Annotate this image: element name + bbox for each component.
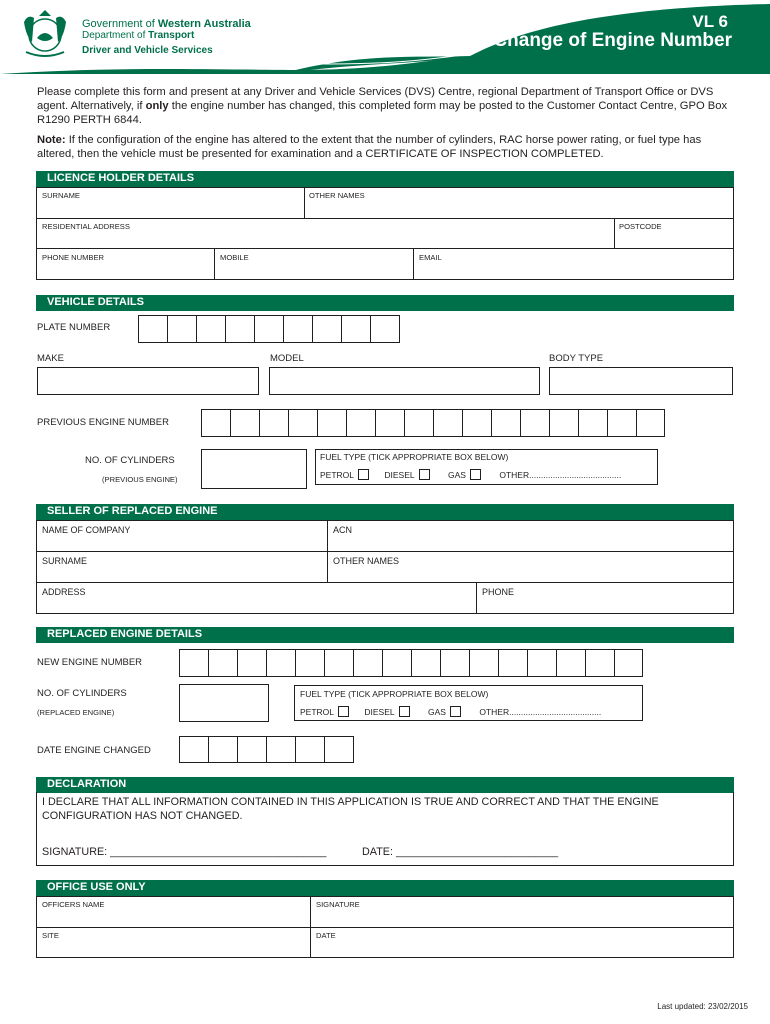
surname-field[interactable] (37, 188, 305, 218)
model-input[interactable] (269, 367, 540, 395)
licence-row-contact (36, 248, 734, 280)
cylinders-replaced-label: NO. OF CYLINDERS (37, 688, 127, 699)
date-line[interactable]: DATE: ___________________________ (362, 846, 559, 858)
licence-row-address (36, 218, 734, 249)
body-type-input[interactable] (549, 367, 733, 395)
phone-number-field[interactable] (37, 249, 215, 279)
seller-surname-label: SURNAME (42, 556, 88, 566)
licence-row-names (36, 187, 734, 219)
last-updated: Last updated: 23/02/2015 (657, 1002, 748, 1011)
petrol-checkbox[interactable] (338, 706, 349, 717)
other-names-field[interactable] (305, 188, 733, 218)
residential-address-field[interactable] (37, 219, 615, 248)
body-type-label: BODY TYPE (549, 353, 604, 364)
diesel-label: DIESEL (364, 707, 395, 717)
fuel-type-previous-title: FUEL TYPE (TICK APPROPRIATE BOX BELOW) (320, 452, 509, 462)
postcode-label: POSTCODE (619, 222, 662, 231)
company-name-field[interactable] (37, 521, 328, 551)
signature-line[interactable]: SIGNATURE: ____________________________________ (42, 846, 327, 858)
previous-engine-number-input[interactable] (201, 409, 665, 437)
officers-name-label: OFFICERS NAME (42, 900, 105, 909)
section-vehicle-details: VEHICLE DETAILS (36, 295, 734, 311)
other-fuel-label[interactable]: OTHER....................................... (499, 470, 622, 480)
declaration-text: I DECLARE THAT ALL INFORMATION CONTAINED IN THIS APPLICATION IS TRUE AND CORRECT AND THAT THE ENGINE CONFIGURATION HAS NOT CHANGED. (42, 796, 659, 822)
intro-paragraph: Please complete this form and present at any Driver and Vehicle Services (DVS) Centre, regional Department of Transport Office or DVS agent. Alternatively, if only the engine number has changed, this completed form may be posted to the Customer Contact Centre, GPO Box R1290 PERTH 6844. (37, 86, 728, 127)
gas-label: GAS (428, 707, 446, 717)
fuel-type-previous-options (320, 469, 621, 480)
wa-crest-logo (18, 8, 72, 58)
plate-number-input[interactable] (138, 315, 400, 343)
email-label: EMAIL (419, 253, 442, 262)
seller-phone-field[interactable] (477, 583, 733, 613)
section-licence-holder: LICENCE HOLDER DETAILS (36, 171, 734, 187)
new-engine-number-label: NEW ENGINE NUMBER (37, 657, 143, 668)
seller-row-address (36, 582, 734, 614)
form-title: Change of Engine Number (493, 30, 732, 51)
petrol-label: PETROL (320, 470, 355, 480)
office-signature-field[interactable] (311, 897, 733, 927)
phone-number-label: PHONE NUMBER (42, 253, 105, 262)
gov-line2: Department of Transport (82, 30, 195, 41)
diesel-checkbox[interactable] (399, 706, 410, 717)
gov-line1: Government of Western Australia (82, 18, 251, 30)
seller-surname-field[interactable] (37, 552, 328, 582)
previous-engine-number-label: PREVIOUS ENGINE NUMBER (37, 417, 169, 428)
mobile-label: MOBILE (220, 253, 249, 262)
plate-number-label: PLATE NUMBER (37, 322, 111, 333)
diesel-label: DIESEL (384, 470, 415, 480)
mobile-field[interactable] (215, 249, 414, 279)
seller-row-names (36, 551, 734, 583)
cylinders-replaced-input[interactable] (179, 684, 269, 722)
company-name-label: NAME OF COMPANY (42, 525, 131, 535)
cylinders-previous-input[interactable] (201, 449, 307, 489)
acn-label: ACN (333, 525, 353, 535)
section-replaced-engine: REPLACED ENGINE DETAILS (36, 627, 734, 643)
petrol-checkbox[interactable] (358, 469, 369, 480)
make-input[interactable] (37, 367, 259, 395)
fuel-type-replaced-options (300, 706, 601, 717)
seller-phone-label: PHONE (482, 587, 515, 597)
model-label: MODEL (270, 353, 304, 364)
seller-row-company (36, 520, 734, 552)
seller-other-names-label: OTHER NAMES (333, 556, 400, 566)
postcode-field[interactable] (615, 219, 733, 248)
gas-checkbox[interactable] (450, 706, 461, 717)
acn-field[interactable] (328, 521, 733, 551)
note-paragraph: Note: If the configuration of the engine has altered to the extent that the number of cylinders, RAC horse power rating, or fuel type has altered, then the vehicle must be presented for examination and a CERTIFICATE OF INSPECTION COMPLETED. (37, 134, 702, 161)
cylinders-previous-sublabel: (PREVIOUS ENGINE) (102, 475, 178, 484)
diesel-checkbox[interactable] (419, 469, 430, 480)
fuel-type-replaced-title: FUEL TYPE (TICK APPROPRIATE BOX BELOW) (300, 689, 489, 699)
office-row-1 (36, 896, 734, 928)
form-subtitle: Road Traffic (Vehicles) Regulations 2014 (510, 58, 732, 70)
cylinders-replaced-sublabel: (REPLACED ENGINE) (37, 708, 115, 717)
site-label: SITE (42, 931, 59, 940)
gas-label: GAS (448, 470, 466, 480)
section-seller: SELLER OF REPLACED ENGINE (36, 504, 734, 520)
surname-label: SURNAME (42, 191, 80, 200)
office-signature-label: SIGNATURE (316, 900, 360, 909)
form-code: VL 6 (692, 12, 728, 31)
other-fuel-label[interactable]: OTHER....................................... (479, 707, 602, 717)
cylinders-previous-label: NO. OF CYLINDERS (85, 455, 175, 466)
residential-address-label: RESIDENTIAL ADDRESS (42, 222, 130, 231)
email-field[interactable] (414, 249, 733, 279)
office-row-2 (36, 927, 734, 958)
office-date-field[interactable] (311, 928, 733, 957)
section-declaration: DECLARATION (36, 777, 734, 793)
seller-address-label: ADDRESS (42, 587, 86, 597)
other-names-label: OTHER NAMES (309, 191, 365, 200)
section-office-use: OFFICE USE ONLY (36, 880, 734, 896)
petrol-label: PETROL (300, 707, 335, 717)
gov-line3: Driver and Vehicle Services (82, 45, 213, 56)
seller-other-names-field[interactable] (328, 552, 733, 582)
gas-checkbox[interactable] (470, 469, 481, 480)
date-engine-changed-input[interactable] (179, 736, 354, 763)
make-label: MAKE (37, 353, 64, 364)
seller-address-field[interactable] (37, 583, 477, 613)
new-engine-number-input[interactable] (179, 649, 643, 677)
site-field[interactable] (37, 928, 311, 957)
date-engine-changed-label: DATE ENGINE CHANGED (37, 745, 151, 756)
office-date-label: DATE (316, 931, 336, 940)
officers-name-field[interactable] (37, 897, 311, 927)
